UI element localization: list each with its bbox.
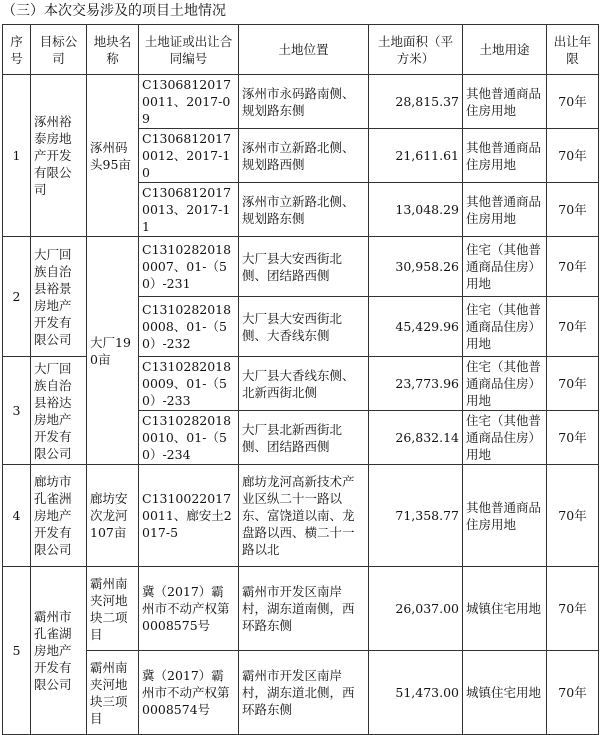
- header-location: 土地位置: [239, 25, 369, 75]
- land-table: [2, 24, 599, 735]
- header-area: 土地面积（平方米）: [369, 25, 463, 75]
- table-row: [3, 567, 599, 651]
- row-term: 70年: [547, 465, 599, 567]
- row-use: 住宅（其他普通商品住房）用地: [463, 411, 547, 465]
- row-company: 大厂回族自治县裕达房地产开发有限公司: [31, 357, 87, 465]
- row-company: 霸州市孔雀湖房地产开发有限公司: [31, 567, 87, 735]
- header-term: 出让年限: [547, 25, 599, 75]
- row-term: 70年: [547, 297, 599, 357]
- row-use: 其他普通商品住房用地: [463, 183, 547, 237]
- row-cert: C13102820180007、01-（50）-231: [139, 237, 239, 297]
- row-term: 70年: [547, 357, 599, 411]
- table-row: [3, 75, 599, 129]
- row-term: 70年: [547, 651, 599, 735]
- row-plot: 涿州码头95亩: [87, 75, 139, 237]
- row-use: 其他普通商品住房用地: [463, 465, 547, 567]
- row-no: 5: [3, 567, 31, 735]
- section-title: （三）本次交易涉及的项目土地情况: [2, 3, 226, 19]
- row-plot: 大厂190亩: [87, 237, 139, 465]
- row-plot: 廊坊安次龙河107亩: [87, 465, 139, 567]
- header-company: 目标公司: [31, 25, 87, 75]
- table-row: [3, 651, 599, 735]
- header-row: [3, 25, 599, 75]
- row-cert: C13068120170011、2017-09: [139, 75, 239, 129]
- row-cert: C13068120170013、2017-11: [139, 183, 239, 237]
- row-use: 住宅（其他普通商品住房）用地: [463, 357, 547, 411]
- row-location: 大厂县大香线东侧、北新西街北侧: [239, 357, 369, 411]
- row-plot: 霸州南夹河地块二项目: [87, 567, 139, 651]
- row-area: 45,429.96: [369, 297, 463, 357]
- row-area: 71,358.77: [369, 465, 463, 567]
- table-row: [3, 465, 599, 567]
- row-cert: C13102820180010、01-（50）-234: [139, 411, 239, 465]
- table-row: [3, 237, 599, 297]
- row-use: 城镇住宅用地: [463, 651, 547, 735]
- row-term: 70年: [547, 75, 599, 129]
- row-no: 1: [3, 75, 31, 237]
- row-plot: 霸州南夹河地块三项目: [87, 651, 139, 735]
- row-location: 大厂县北新西街北侧、团结路西侧: [239, 411, 369, 465]
- row-area: 13,048.29: [369, 183, 463, 237]
- row-area: 23,773.96: [369, 357, 463, 411]
- row-location: 涿州市立新路北侧、规划路东侧: [239, 183, 369, 237]
- header-cert: 土地证或出让合同编号: [139, 25, 239, 75]
- row-cert: C13068120170012、2017-10: [139, 129, 239, 183]
- row-use: 其他普通商品住房用地: [463, 75, 547, 129]
- row-location: 霸州市开发区南岸村，湖东道南侧，西环路东侧: [239, 567, 369, 651]
- row-location: 大厂县大安西街北侧、团结路西侧: [239, 237, 369, 297]
- row-term: 70年: [547, 567, 599, 651]
- row-use: 住宅（其他普通商品住房）用地: [463, 297, 547, 357]
- row-cert: 冀（2017）霸州市不动产权第0008574号: [139, 651, 239, 735]
- row-term: 70年: [547, 183, 599, 237]
- header-plot: 地块名称: [87, 25, 139, 75]
- row-company: 廊坊市孔雀洲房地产开发有限公司: [31, 465, 87, 567]
- row-no: 4: [3, 465, 31, 567]
- row-cert: C13100220170011、廊安土2017-5: [139, 465, 239, 567]
- row-company: 大厂回族自治县裕景房地产开发有限公司: [31, 237, 87, 357]
- row-use: 其他普通商品住房用地: [463, 129, 547, 183]
- row-area: 21,611.61: [369, 129, 463, 183]
- row-location: 大厂县大安西街北侧、大香线东侧: [239, 297, 369, 357]
- row-area: 26,832.14: [369, 411, 463, 465]
- row-area: 28,815.37: [369, 75, 463, 129]
- row-cert: C13102820180009、01-（50）-233: [139, 357, 239, 411]
- row-cert: C13102820180008、01-（50）-232: [139, 297, 239, 357]
- row-area: 51,473.00: [369, 651, 463, 735]
- row-location: 廊坊龙河高新技术产业区纵二十一路以东、富饶道以南、龙盘路以西、横二十一路以北: [239, 465, 369, 567]
- row-no: 3: [3, 357, 31, 465]
- row-company: 涿州裕泰房地产开发有限公司: [31, 75, 87, 237]
- row-location: 涿州市永码路南侧、规划路东侧: [239, 75, 369, 129]
- row-location: 霸州市开发区南岸村，湖东道北侧，西环路东侧: [239, 651, 369, 735]
- header-no: 序号: [3, 25, 31, 75]
- row-term: 70年: [547, 129, 599, 183]
- row-area: 26,037.00: [369, 567, 463, 651]
- row-use: 城镇住宅用地: [463, 567, 547, 651]
- row-term: 70年: [547, 237, 599, 297]
- row-term: 70年: [547, 411, 599, 465]
- row-location: 涿州市立新路北侧、规划路西侧: [239, 129, 369, 183]
- row-area: 30,958.26: [369, 237, 463, 297]
- row-no: 2: [3, 237, 31, 357]
- row-use: 住宅（其他普通商品住房）用地: [463, 237, 547, 297]
- row-cert: 冀（2017）霸州市不动产权第0008575号: [139, 567, 239, 651]
- header-use: 土地用途: [463, 25, 547, 75]
